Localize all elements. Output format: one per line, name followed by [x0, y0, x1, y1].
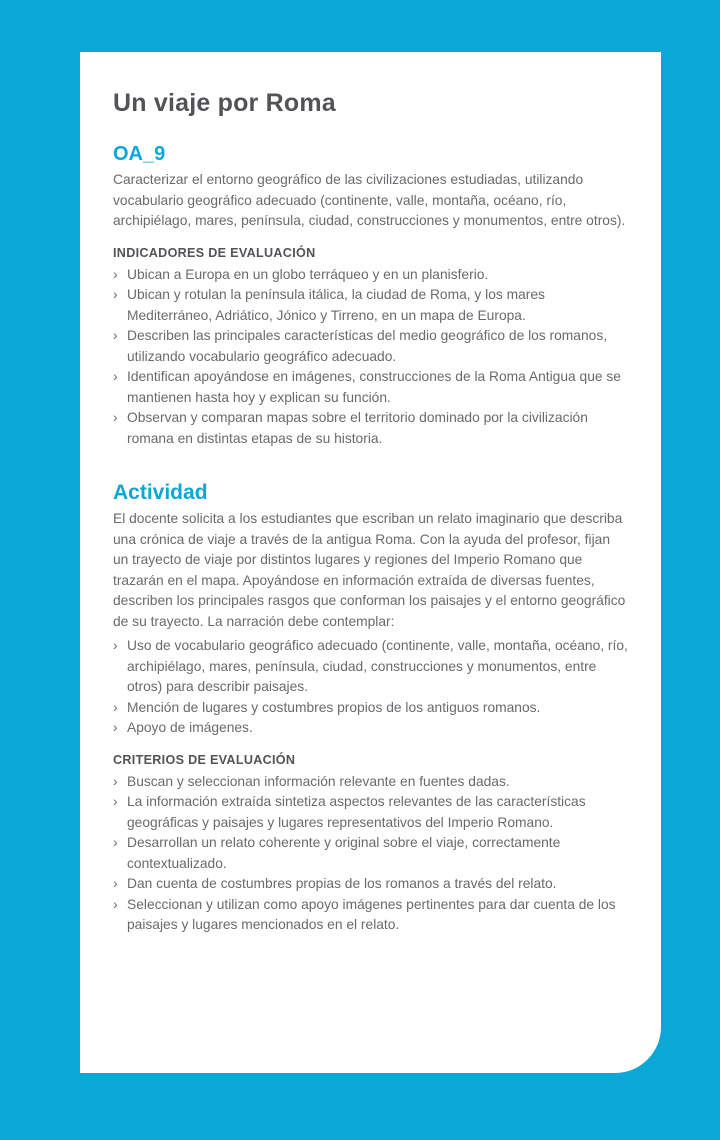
- indicadores-list: [113, 265, 629, 450]
- item-text: Observan y comparan mapas sobre el territorio dominado por la civilización romana en distintas etapas de su historia.: [127, 410, 588, 446]
- bullet-marker: ›: [113, 699, 118, 715]
- indicadores-heading: INDICADORES DE EVALUACIÓN: [113, 245, 316, 260]
- item-text: Desarrollan un relato coherente y original sobre el viaje, correctamente contextualizado.: [127, 835, 561, 871]
- bullet-marker: ›: [113, 876, 118, 891]
- list-item: [113, 367, 629, 408]
- item-text: Identifican apoyándose en imágenes, construcciones de la Roma Antigua que se mantienen hasta hoy y explican su función.: [127, 369, 621, 405]
- list-item: [113, 895, 629, 936]
- item-text: Buscan y seleccionan información relevante en fuentes dadas.: [127, 773, 510, 789]
- item-text: Uso de vocabulario geográfico adecuado (continente, valle, montaña, océano, río, archipiélago, mares, península, ciudad, construcciones y monumentos, entre otros) para describir paisajes.: [127, 638, 628, 694]
- page-title: Un viaje por Roma: [113, 89, 336, 117]
- item-text: Mención de lugares y costumbres propios de los antiguos romanos.: [127, 699, 541, 715]
- content-card: [80, 52, 661, 1073]
- item-text: Ubican a Europa en un globo terráqueo y en un planisferio.: [127, 266, 489, 282]
- list-item: [113, 698, 629, 719]
- item-text: Dan cuenta de costumbres propias de los romanos a través del relato.: [127, 876, 557, 891]
- bullet-marker: ›: [113, 835, 118, 850]
- list-item: [113, 792, 629, 833]
- oa-description: Caracterizar el entorno geográfico de las civilizaciones estudiadas, utilizando vocabulario geográfico adecuado (continente, valle, montaña, océano, río, archipiélago, mares, península, ciudad, construcciones y monumentos, entre otros).: [113, 172, 626, 228]
- list-item: [113, 833, 629, 874]
- list-item: [113, 408, 629, 449]
- actividad-intro: El docente solicita a los estudiantes que escriban un relato imaginario que describa una crónica de viaje a través de la antigua Roma. Con la ayuda del profesor, fijan un trayecto de viaje por distintos lugares y regiones del Imperio Romano que trazarán en el mapa. Apoyándose en información extraída de diversas fuentes, describen los principales rasgos que conforman los paisajes y el entorno geográfico de su trayecto. La narración debe contemplar:: [113, 511, 626, 629]
- criterios-list: [113, 772, 629, 936]
- item-text: La información extraída sintetiza aspectos relevantes de las características geográficas y paisajes y lugares representativos del Imperio Romano.: [127, 794, 586, 830]
- list-item: [113, 772, 629, 793]
- item-text: Describen las principales características del medio geográfico de los romanos, utilizando vocabulario geográfico adecuado.: [127, 328, 608, 364]
- list-item: [113, 265, 629, 286]
- bullet-marker: ›: [113, 287, 118, 302]
- list-item: [113, 285, 629, 326]
- list-item: [113, 326, 629, 367]
- list-item: [113, 718, 629, 739]
- actividad-heading: Actividad: [113, 481, 208, 504]
- item-text: Apoyo de imágenes.: [127, 720, 253, 735]
- item-text: Ubican y rotulan la península itálica, la ciudad de Roma, y los mares Mediterráneo, Adriático, Jónico y Tirreno, en un mapa de Europa.: [127, 287, 545, 323]
- item-text: Seleccionan y utilizan como apoyo imágenes pertinentes para dar cuenta de los paisajes y lugares mencionados en el relato.: [127, 896, 616, 932]
- bullet-marker: ›: [113, 773, 118, 789]
- actividad-list: [113, 636, 629, 739]
- list-item: [113, 874, 629, 895]
- criterios-heading: CRITERIOS DE EVALUACIÓN: [113, 752, 296, 767]
- oa-heading: OA_9: [113, 143, 166, 165]
- list-item: [113, 636, 629, 698]
- bullet-marker: ›: [113, 896, 118, 912]
- bullet-marker: ›: [113, 369, 118, 384]
- bullet-marker: ›: [113, 328, 118, 343]
- bullet-marker: ›: [113, 794, 118, 809]
- bullet-marker: ›: [113, 266, 118, 282]
- bullet-marker: ›: [113, 720, 118, 735]
- bullet-marker: ›: [113, 410, 118, 425]
- bullet-marker: ›: [113, 638, 118, 653]
